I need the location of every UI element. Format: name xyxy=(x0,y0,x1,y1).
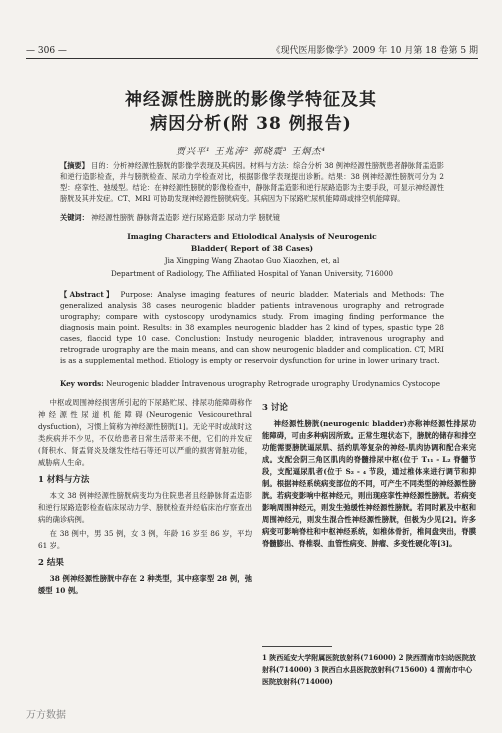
affiliation-english: Department of Radiology, The Affiliated Hospital of Yanan University, 716000 xyxy=(111,269,393,278)
running-head xyxy=(26,40,478,56)
body-right-column xyxy=(262,397,476,552)
section-heading-results: 2 结果 xyxy=(38,558,64,568)
title-line-2: 病因分析(附 38 例报告) xyxy=(150,114,352,134)
keywords-english xyxy=(60,378,444,389)
methods-paragraph-1: 本文 38 例神经源性膀胱病变均为住院患者且经静脉肾盂造影和逆行尿路造影检查临床尿动力学、膀胱检查并经临床治疗察查出病的确诊病例。 xyxy=(38,491,252,524)
keywords-en-label: Key words: xyxy=(60,379,104,388)
title-en-line-2: Bladder( Report of 38 Cases) xyxy=(190,244,314,253)
section-heading-discussion: 3 讨论 xyxy=(262,403,288,413)
abstract-chinese xyxy=(60,160,444,204)
results-paragraph: 38 例神经源性膀胱中存在 2 种类型，其中痉挛型 28 例，弛缓型 10 例。 xyxy=(38,574,252,595)
affiliation-footnote: 1 陕西延安大学附属医院放射科(716000) 2 陕西渭南市妇幼医院放射科(714000) 3 陕西白水县医院放射科(715600) 4 渭南市中心医院放射科(714000) xyxy=(262,653,476,686)
watermark-text: 万方数据 xyxy=(26,710,66,721)
title-en-line-1: Imaging Characters and Etiolodical Analysis of Neurogenic xyxy=(127,232,377,241)
keywords-cn-label: 关键词： xyxy=(60,213,89,222)
methods-paragraph-2: 在 38 例中，男 35 例，女 3 例，年龄 16 岁至 86 岁，平均 61 岁。 xyxy=(38,529,252,550)
footnote-rule xyxy=(262,646,332,647)
abstract-en-label: 【Abstract】 xyxy=(60,290,116,299)
body-left-column xyxy=(38,397,252,599)
abstract-en-text: Purpose: Analyse imaging features of neuric bladder. Materials and Methods: The generalized analysis 38 cases neurogenic bladder patients intravenous urography and retrograde urography; compare with cystoscopy urodynamics study. From imaging finding performance the diagnosis main point. Results: in 38 examples neurogenic bladder has 2 kind of types, spastic type 28 cases, flaccid type 10 case. Conclustion: Instudy neurogenic bladder, intravenous urography and retrograde urography are the main means, and can show neurogenic bladder and complication. CT, MRI is as a supplemental method. Etiology is empty or reservoir dysfunction for urine in lower urinary tract. xyxy=(60,290,444,365)
intro-paragraph: 中枢或周围神经损害所引起的下尿路贮尿、排尿功能障碍称作神经源性尿道机能障碍(Neurogenic Vesicourethral dysfuction)，习惯上简称为神经源性膀胱[1]。无论平时或战时这类疾病并不少见，不仅给患者日常生活带来不便，它们的并发症(肾积水、肾盂肾炎及继发性结石等还可以严重的损害肾脏功能，威胁病人生命。 xyxy=(38,398,252,467)
header-rule xyxy=(26,58,478,59)
journal-citation: 《现代医用影像学》2009 年 10 月第 18 卷第 5 期 xyxy=(271,46,478,56)
article-title xyxy=(40,88,462,136)
abstract-cn-text: 目的：分析神经源性膀胱的影像学表现及其病因。材料与方法：综合分析 38 例神经源性膀胱患者静脉肾盂造影和逆行造影检查，并与膀胱检查、尿动力学检查对比，根据影像学表现提出诊断。结果：38 例神经源性膀胱可分为 2 型：痉挛性、弛缓型。结论：在神经源性膀胱的影像检查中，静脉肾盂造影和逆行尿路造影为主要手段，可显示神经源性膀胱及其并发症。CT、MRI 可协助发现神经源性膀胱病变。其病因为下尿路贮尿机能障碍或排空机能障碍。 xyxy=(60,161,444,203)
keywords-en-text: Neurogenic bladder Intravenous urography Retrograde urography Urodynamics Cystocope xyxy=(106,379,441,388)
page-number: — 306 — xyxy=(26,46,67,56)
keywords-cn-text: 神经源性膀胱 静脉肾盂造影 逆行尿路造影 尿动力学 膀胱镜 xyxy=(91,213,280,222)
discussion-paragraph: 神经源性膀胱(neurogenic bladder)亦称神经源性排尿功能障碍，可由多种病因所致。正常生理状态下，膀胱的储存和排空功能需要膀胱逼尿肌、括约肌等复杂的神经-肌肉协调和配合来完成。支配会阴三角区肌肉的脊髓排尿中枢(位于 T₁₁ - L₂ 脊髓节段，支配逼尿肌者(位于 S₂ - ₄ 节段，通过椎体来进行调节和抑制。根据神经系统病变部位的不同，可产生不同类型的神经源性膀胱。若病变影响中枢神经元，则出现痉挛性神经源性膀胱。若病变影响周围神经元，则发生弛缓性神经源性膀胱。若同时累及中枢和周围神经元，则发生混合性神经源性膀胱，但极为少见[2]。许多病变可影响脊柱和中枢神经系统，如椎体骨折，椎间盘突出，脊膜脊髓膨出、脊椎裂、血管性病变、肿瘤、多变性硬化等[3]。 xyxy=(262,419,476,548)
authors-english: Jia Xingping Wang Zhaotao Guo Xiaozhen, et, al xyxy=(164,256,340,265)
section-heading-methods: 1 材料与方法 xyxy=(38,475,90,485)
title-line-1: 神经源性膀胱的影像学特征及其 xyxy=(125,90,377,110)
authors-chinese: 贾兴平¹ 王兆涛² 郭晓震³ 王炯杰⁴ xyxy=(175,147,326,157)
keywords-chinese xyxy=(60,212,444,223)
abstract-cn-label: 【摘要】 xyxy=(60,161,89,170)
abstract-english xyxy=(60,289,444,366)
article-title-english xyxy=(60,231,444,255)
